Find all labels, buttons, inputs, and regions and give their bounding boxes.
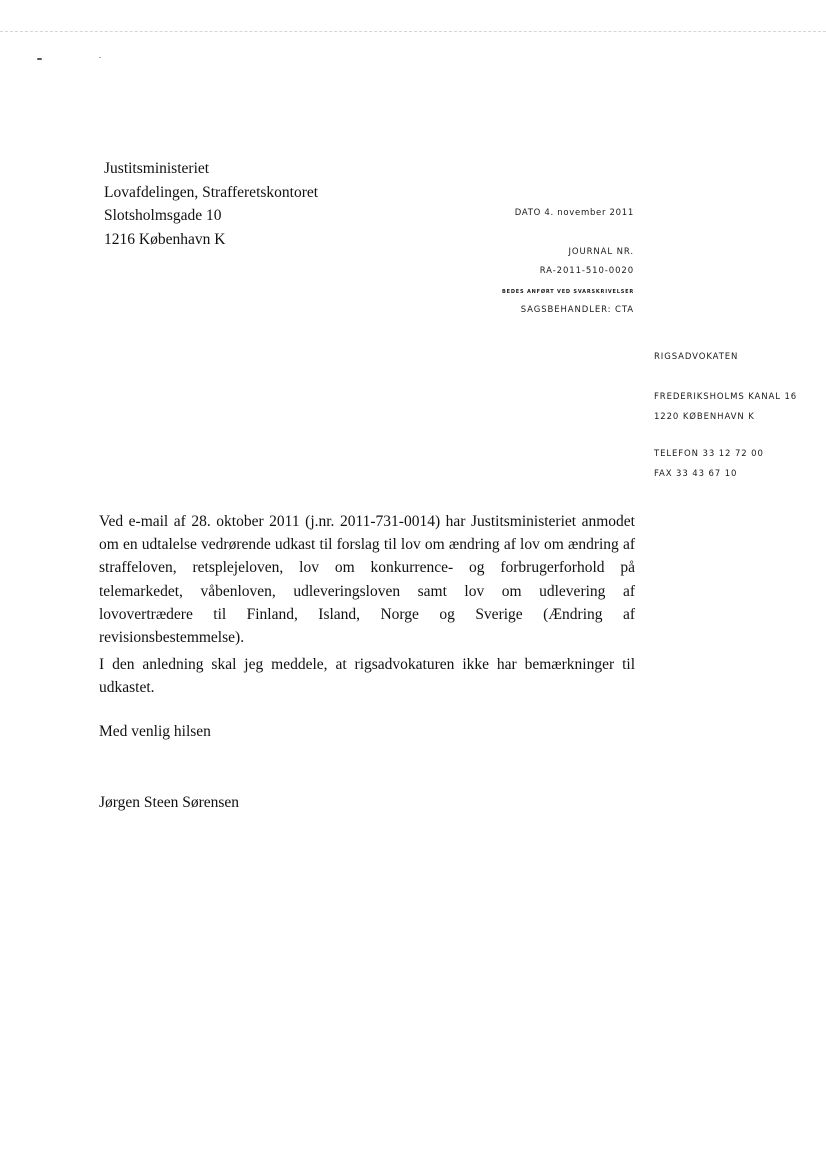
journal-label: JOURNAL NR. <box>568 247 634 257</box>
recipient-line: Justitsministeriet <box>104 160 210 177</box>
letter-date: DATO 4. november 2011 <box>514 208 634 218</box>
reply-reference-note: BEDES ANFØRT VED SVARSKRIVELSER <box>502 289 634 295</box>
scan-speck <box>37 58 42 60</box>
closing-salutation: Med venlig hilsen <box>99 723 211 740</box>
scan-border-artifact <box>0 31 826 32</box>
sender-organization: RIGSADVOKATEN <box>654 352 739 362</box>
journal-number: RA-2011-510-0020 <box>539 266 634 276</box>
signature-name: Jørgen Steen Sørensen <box>99 794 240 811</box>
scan-speck <box>99 57 101 58</box>
recipient-line: Slotsholmsgade 10 <box>104 207 222 224</box>
sender-street: FREDERIKSHOLMS KANAL 16 <box>654 392 798 402</box>
recipient-line: 1216 København K <box>104 230 226 248</box>
letter-paragraph: I den anledning skal jeg meddele, at rigsadvokaturen ikke har bemærkninger til udkastet. <box>99 656 635 697</box>
case-handler: SAGSBEHANDLER: CTA <box>520 305 634 315</box>
recipient-line: Lovafdelingen, Strafferetskontoret <box>104 183 319 201</box>
sender-city: 1220 KØBENHAVN K <box>654 412 755 422</box>
recipient-address <box>104 157 318 251</box>
sender-phone: TELEFON 33 12 72 00 <box>654 449 764 459</box>
letter-paragraph: Ved e-mail af 28. oktober 2011 (j.nr. 2011-731-0014) har Justitsministeriet anmodet om en udtalelse vedrørende udkast til forslag til lov om ændring af lov om ændring af straffeloven, retsplejeloven, lov om konkurrence- og forbrugerforhold på telemarkedet, våbenloven, udleveringsloven samt lov om udlevering af lovovertrædere til Finland, Island, Norge og Sverige (Ændring af revisionsbestemmelse). <box>99 513 635 647</box>
sender-fax: FAX 33 43 67 10 <box>654 469 738 479</box>
